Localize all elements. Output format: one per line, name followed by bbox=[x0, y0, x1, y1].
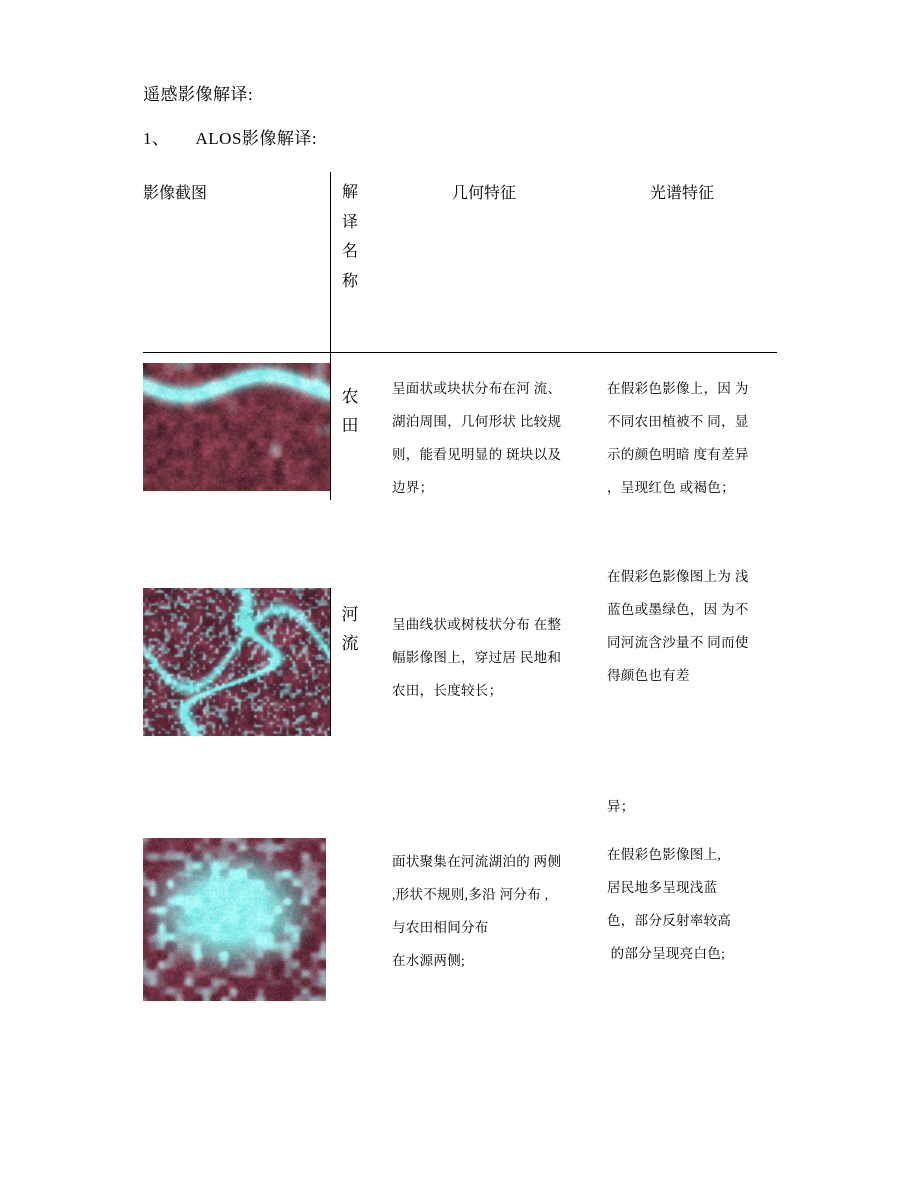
row-image-farmland bbox=[143, 363, 330, 491]
column-header-image: 影像截图 bbox=[143, 185, 208, 202]
row-geometry-residential: 面状聚集在河流湖泊的 两侧 ,形状不规则,多沿 河分布 , 与农田相间分布 在水源两侧; bbox=[392, 854, 562, 969]
row-geometry-river: 呈曲线状或树枝状分布 在整 幅影像图上，穿过居 民地和 农田，长度较长； bbox=[392, 617, 562, 699]
row-image-residential bbox=[143, 838, 326, 1001]
table-rule-top bbox=[143, 352, 777, 353]
row-spectral-residential: 在假彩色影像图上, 居民地多呈现浅蓝 色，部分反射率较高 的部分呈现亮白色; bbox=[607, 847, 732, 962]
row-image-river bbox=[143, 588, 330, 736]
column-header-geometry: 几何特征 bbox=[452, 185, 517, 202]
table-vrule-row2 bbox=[330, 588, 331, 736]
section-title: ALOS影像解译: bbox=[195, 129, 318, 148]
column-header-spectral: 光谱特征 bbox=[650, 185, 715, 202]
row-spectral-farmland: 在假彩色影像上，因 为 不同农田植被不 同，显 示的颜色明暗 度有差异 ，呈现红色 或褐色； bbox=[607, 381, 749, 496]
table-vrule-header bbox=[330, 172, 331, 352]
section-number: 1、 bbox=[143, 129, 170, 148]
table-vrule-row1 bbox=[330, 352, 331, 500]
section-heading bbox=[143, 124, 317, 149]
row-spectral-river-cont: 异； bbox=[607, 799, 635, 814]
column-header-name: 解译名称 bbox=[341, 184, 358, 290]
document-title: 遥感影像解译: bbox=[143, 85, 254, 104]
row-label-farmland: 农田 bbox=[341, 387, 359, 436]
row-geometry-farmland: 呈面状或块状分布在河 流、 湖泊周围，几何形状 比较规 则，能看见明显的 斑块以及 边界； bbox=[392, 381, 562, 496]
row-label-river: 河流 bbox=[341, 605, 359, 654]
row-spectral-river: 在假彩色影像图上为 浅 蓝色或墨绿色，因 为不 同河流含沙量不 同而使 得颜色也有差 bbox=[607, 569, 749, 684]
